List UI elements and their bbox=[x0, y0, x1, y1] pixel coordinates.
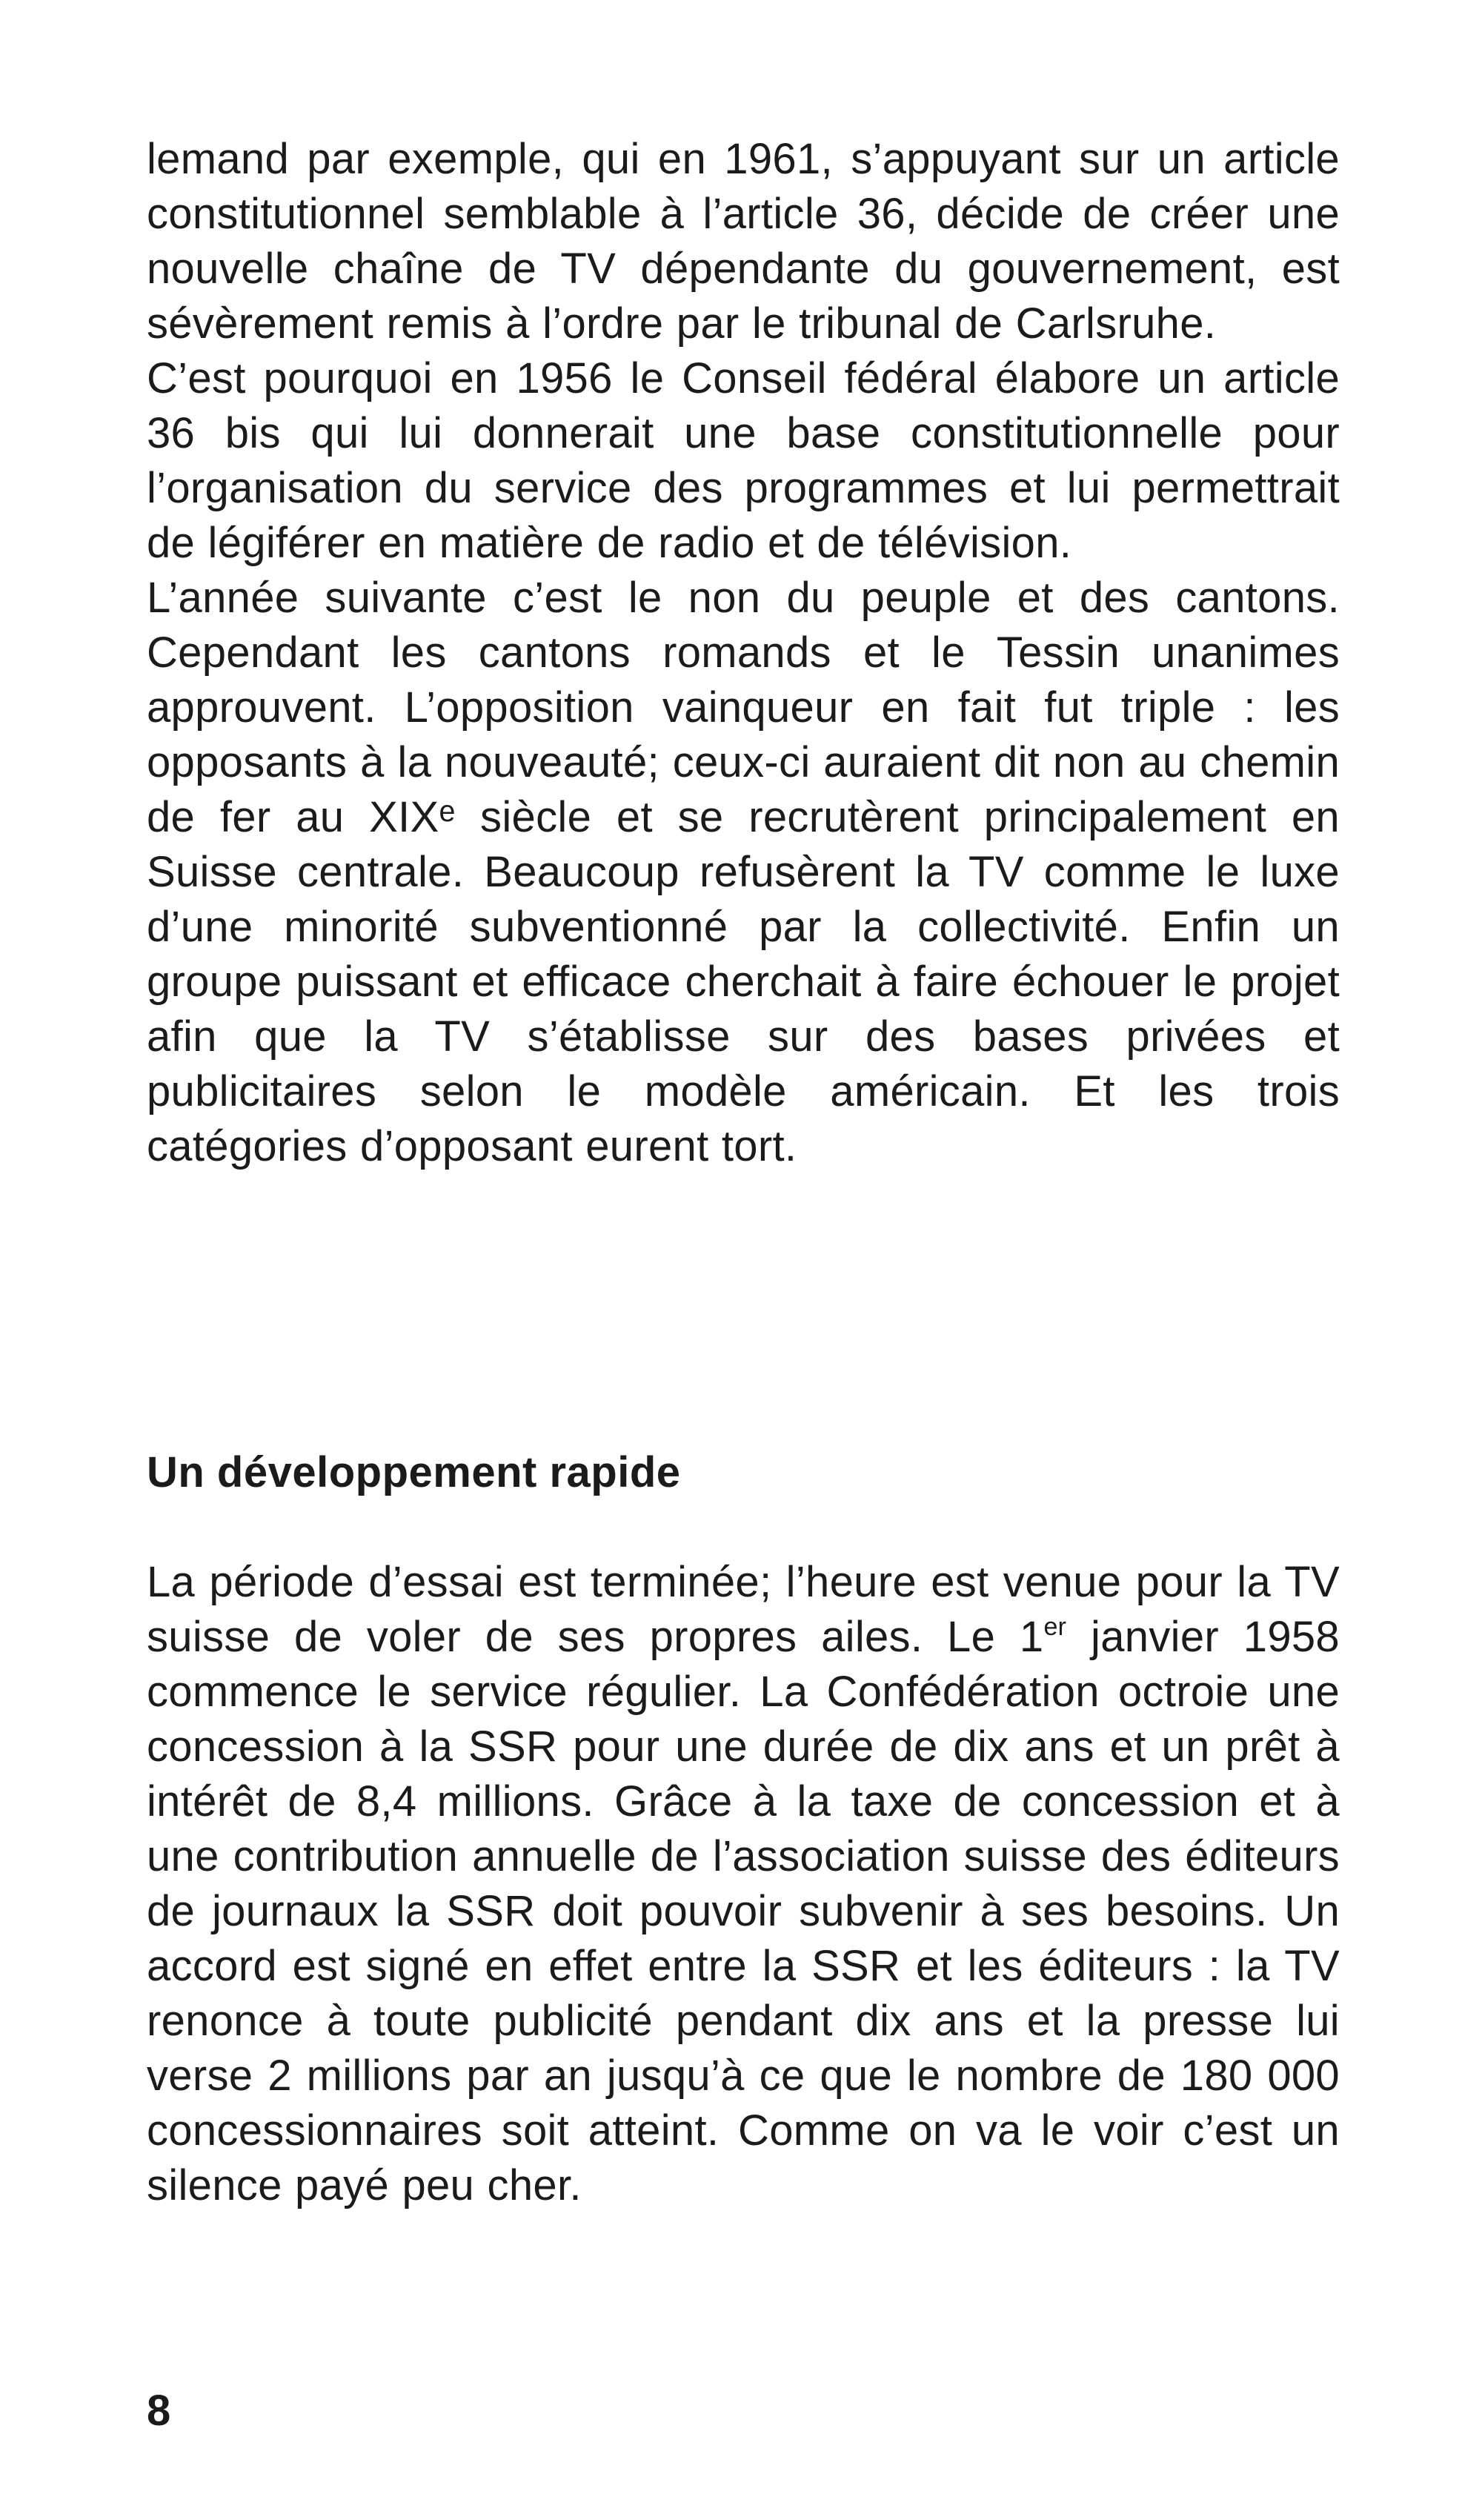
ordinal-superscript: er bbox=[1043, 1613, 1067, 1641]
section-heading: Un développement rapide bbox=[147, 1448, 681, 1496]
page-number: 8 bbox=[147, 2387, 171, 2435]
paragraph-text-end: janvier 1958 commence le service régulier. La Confédération octroie une concession à la SSR pour une durée de dix ans et un prêt à intérêt de 8,4 millions. Grâce à la taxe de concession et à une contribution annuelle de l’association suisse des éditeurs de journaux la SSR doit pouvoir subvenir à ses besoins. Un accord est signé en effet entre la SSR et les éditeurs : la TV renonce à toute publicité pendant dix ans et la presse lui verse 2 millions par an jusqu’à ce que le nombre de 180 000 concessionnaires soit atteint. Comme on va le voir c’est un silence payé peu cher. bbox=[147, 1613, 1340, 2209]
section-content bbox=[147, 1555, 1340, 2213]
paragraph-vote-result: L’année suivante c’est le non du peuple et des cantons. Cependant les cantons romands et le Tessin unanimes approuvent. L’opposition vainqueur en fait fut triple : les opposants à la nouveauté; ceux-ci auraient dit non au chemin de fer au XIXᵉ siècle et se recrutèrent principalement en Suisse centrale. Beaucoup refusèrent la TV comme le luxe d’une minorité subventionné par la collectivité. Enfin un groupe puissant et efficace cherchait à faire échouer le projet afin que la TV s’établisse sur des bases privées et publicitaires selon le modèle américain. Et les trois catégories d’opposant eurent tort. bbox=[147, 574, 1340, 1170]
paragraph-carlsruhe: lemand par exemple, qui en 1961, s’appuyant sur un article constitutionnel semblable à l’article 36, décide de créer une nouvelle chaîne de TV dépendante du gouvernement, est sévèrement remis à l’ordre par le tribunal de Carlsruhe. bbox=[147, 135, 1340, 348]
paragraph-regular-service bbox=[147, 1555, 1340, 2213]
paragraph-article-36-bis: C’est pourquoi en 1956 le Conseil fédéral élabore un article 36 bis qui lui donnerait une base constitutionnelle pour l’organisation du service des programmes et lui permettrait de légiférer en matière de radio et de télévision. bbox=[147, 354, 1340, 567]
paragraph-text-start: La période d’essai est terminée; l’heure est venue pour la TV suisse de voler de ses propres ailes. Le 1 bbox=[147, 1558, 1340, 1661]
page-body bbox=[147, 132, 1340, 2435]
